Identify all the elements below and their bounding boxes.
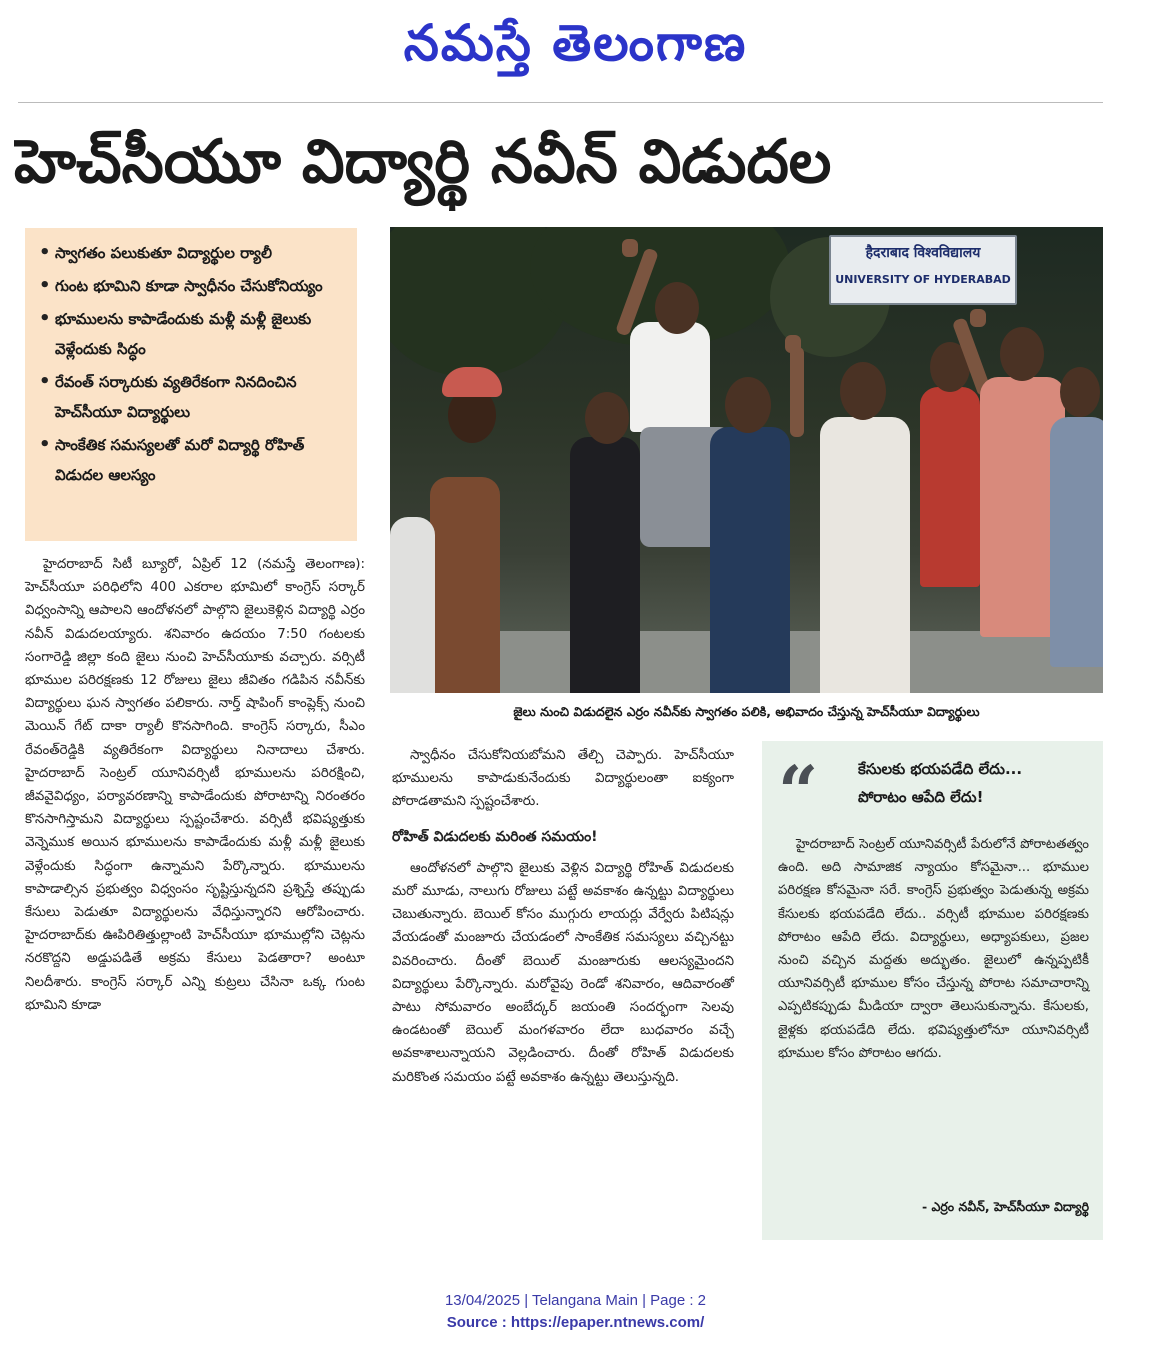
quote-box	[762, 741, 1103, 1240]
sign-english-text: UNIVERSITY OF HYDERABAD	[835, 273, 1011, 286]
quote-title-line: పోరాటం ఆపేది లేదు!	[858, 788, 984, 806]
article-paragraph: ఆందోళనలో పాల్గొని జైలుకు వెళ్లిన విద్యార్థి రోహిత్ విడుదలకు మరో మూడు, నాలుగు రోజులు పట్టే అవకాశం ఉన్నట్టు విద్యార్థులు చెబుతున్నారు. బెయిల్ కోసం ముగ్గురు లాయర్లు వేర్వేరు పిటిషన్లు వేయడంతో మంజూరు చేయడంలో సాంకేతిక సమస్యలు వచ్చినట్టు వివరించారు. దీంతో బెయిల్ మంజూరుకు ఆలస్యమైందని విద్యార్థులు పేర్కొన్నారు. మరోవైపు రెండో శనివారం, ఆదివారంతో పాటు సోమవారం అంబేద్కర్ జయంతి సందర్భంగా సెలవు ఉండటంతో బెయిల్ మంగళవారం లేదా బుధవారం వచ్చే అవకాశాలున్నాయని వెల్లడించారు. దీంతో రోహిత్ విడుదలకు మరికొంత సమయం పట్టే అవకాశం ఉన్నట్టు తెలుస్తున్నది.	[392, 860, 734, 1085]
quote-signature: - ఎర్రం నవీన్, హెచ్‌సీయూ విద్యార్థి	[921, 1199, 1089, 1214]
sign-hindi-text: हैदराबाद विश्वविद्यालय	[865, 245, 981, 261]
article-subheading: రోహిత్ విడుదలకు మరింత సమయం!	[392, 828, 598, 845]
quote-body: హైదరాబాద్ సెంట్రల్ యూనివర్సిటీ పేరులోనే పోరాటతత్వం ఉంది. అది సామాజిక న్యాయం కోసమైనా... భూముల పరిరక్షణ కోసమైనా సరే. కాంగ్రెస్ ప్రభుత్వం పెడుతున్న అక్రమ కేసులకు భయపడేది లేదు.. వర్సిటీ భూముల పరిరక్షణకు పోరాటం ఆపేది లేదు. విద్యార్థులు, అధ్యాపకులు, ప్రజల నుంచి వచ్చిన మద్దతు అద్భుతం. జైలులో ఉన్నప్పటికీ యూనివర్సిటీ భూముల కోసం చేస్తున్న పోరాట సమాచారాన్ని ఎప్పటికప్పుడు మీడియా ద్వారా తెలుసుకున్నాను. కేసులకు, జైళ్లకు భయపడేది లేదు. భవిష్యత్తులోనూ యూనివర్సిటీ భూముల కోసం పోరాటం ఆగదు.	[778, 837, 1089, 1061]
article-paragraph: హైదరాబాద్ సిటీ బ్యూరో, ఏప్రిల్ 12 (నమస్తే తెలంగాణ): హెచ్‌సీయూ పరిధిలోని 400 ఎకరాల భూమిలో కాంగ్రెస్ సర్కార్ విధ్వంసాన్ని ఆపాలని ఆందోళనలో పాల్గొని జైలుకెళ్లిన విద్యార్థి ఎర్రం నవీన్ విడుదలయ్యారు. శనివారం ఉదయం 7:50 గంటలకు సంగారెడ్డి జిల్లా కంది జైలు నుంచి హెచ్‌సీయూకు వచ్చారు. వర్సిటీ భూముల పరిరక్షణకు 12 రోజులు జైలు జీవితం గడిపిన నవీన్‌కు విద్యార్థులు ఘన స్వాగతం పలికారు. నార్త్ షాపింగ్ కాంప్లెక్స్ నుంచి మెయిన్ గేట్ దాకా ర్యాలీ కొనసాగింది. కాంగ్రెస్ సర్కారు, సీఎం రేవంత్‌రెడ్డికి వ్యతిరేకంగా విద్యార్థులు నినాదాలు చేశారు. హైదరాబాద్ సెంట్రల్ యూనివర్సిటీ భూములను పరిరక్షించి, జీవవైవిధ్యం, పర్యావరణాన్ని కాపాడేందుకు పోరాటాన్ని నిరంతరం కొనసాగిస్తామని విద్యార్థులు స్పష్టంచేశారు. వర్సిటీ భవిష్యత్తుకు వెన్నెముక అయిన భూములను కాపాడేందుకు మళ్లీ మళ్లీ జైలుకు వెళ్లేందుకు సిద్ధంగా ఉన్నామని పేర్కొన్నారు. భూములను కాపాడాల్సిన ప్రభుత్వం విధ్వంసం సృష్టిస్తున్నదని ప్రశ్నిస్తే తప్పుడు కేసులు పెడుతూ విద్యార్థులను వేధిస్తున్నారని ఆరోపించారు. హైదరాబాద్‌కు ఊపిరితిత్తుల్లాంటి హెచ్‌సీయూ భూముల్లోని చెట్లను నరకొద్దని అడ్డుపడితే అక్రమ కేసులు పెడతారా? అంటూ నిలదీశారు. కాంగ్రెస్ సర్కార్ ఎన్ని కుట్రలు చేసినా ఒక్క గుంట భూమిని కూడా	[25, 557, 365, 1013]
highlight-item: • స్వాగతం పలుకుతూ విద్యార్థుల ర్యాలీ	[35, 238, 349, 268]
article-column-2	[392, 744, 734, 1089]
masthead-logo: నమస్తే తెలంగాణ	[403, 13, 748, 72]
headline: హెచ్‌సీయూ విద్యార్థి నవీన్ విడుదల	[14, 127, 832, 197]
highlights-box	[25, 228, 357, 541]
quote-mark-icon: “	[778, 750, 819, 833]
photo-caption: జైలు నుంచి విడుదలైన ఎర్రం నవీన్‌కు స్వాగతం పలికి, అభివాదం చేస్తున్న హెచ్‌సీయూ విద్యార్థులు	[513, 704, 980, 719]
page-footer	[0, 1290, 1151, 1334]
article-paragraph: స్వాధీనం చేసుకోనియబోమని తేల్చి చెప్పారు. హెచ్‌సీయూ భూములను కాపాడుకునేందుకు విద్యార్థులంతా ఐక్యంగా పోరాడతామని స్పష్టంచేశారు.	[392, 748, 734, 810]
footer-edition: 13/04/2025 | Telangana Main | Page : 2	[444, 1292, 707, 1309]
article-column-1	[25, 553, 365, 1017]
highlight-item: • సాంకేతిక సమస్యలతో మరో విద్యార్థి రోహిత్ విడుదల ఆలస్యం	[35, 430, 349, 490]
university-sign	[829, 235, 1017, 305]
highlight-item: • రేవంత్ సర్కారుకు వ్యతిరేకంగా నినదించిన హెచ్‌సీయూ విద్యార్థులు	[35, 367, 349, 427]
masthead-divider	[18, 102, 1103, 103]
highlight-item: • భూములను కాపాడేందుకు మళ్లీ మళ్లీ జైలుకు వెళ్లేందుకు సిద్ధం	[35, 304, 349, 364]
news-photo	[390, 227, 1103, 693]
highlight-item: • గుంట భూమిని కూడా స్వాధీనం చేసుకోనియ్యం	[35, 271, 349, 301]
quote-title-line: కేసులకు భయపడేది లేదు...	[858, 760, 1023, 778]
footer-source-link[interactable]: Source : https://epaper.ntnews.com/	[446, 1314, 705, 1331]
